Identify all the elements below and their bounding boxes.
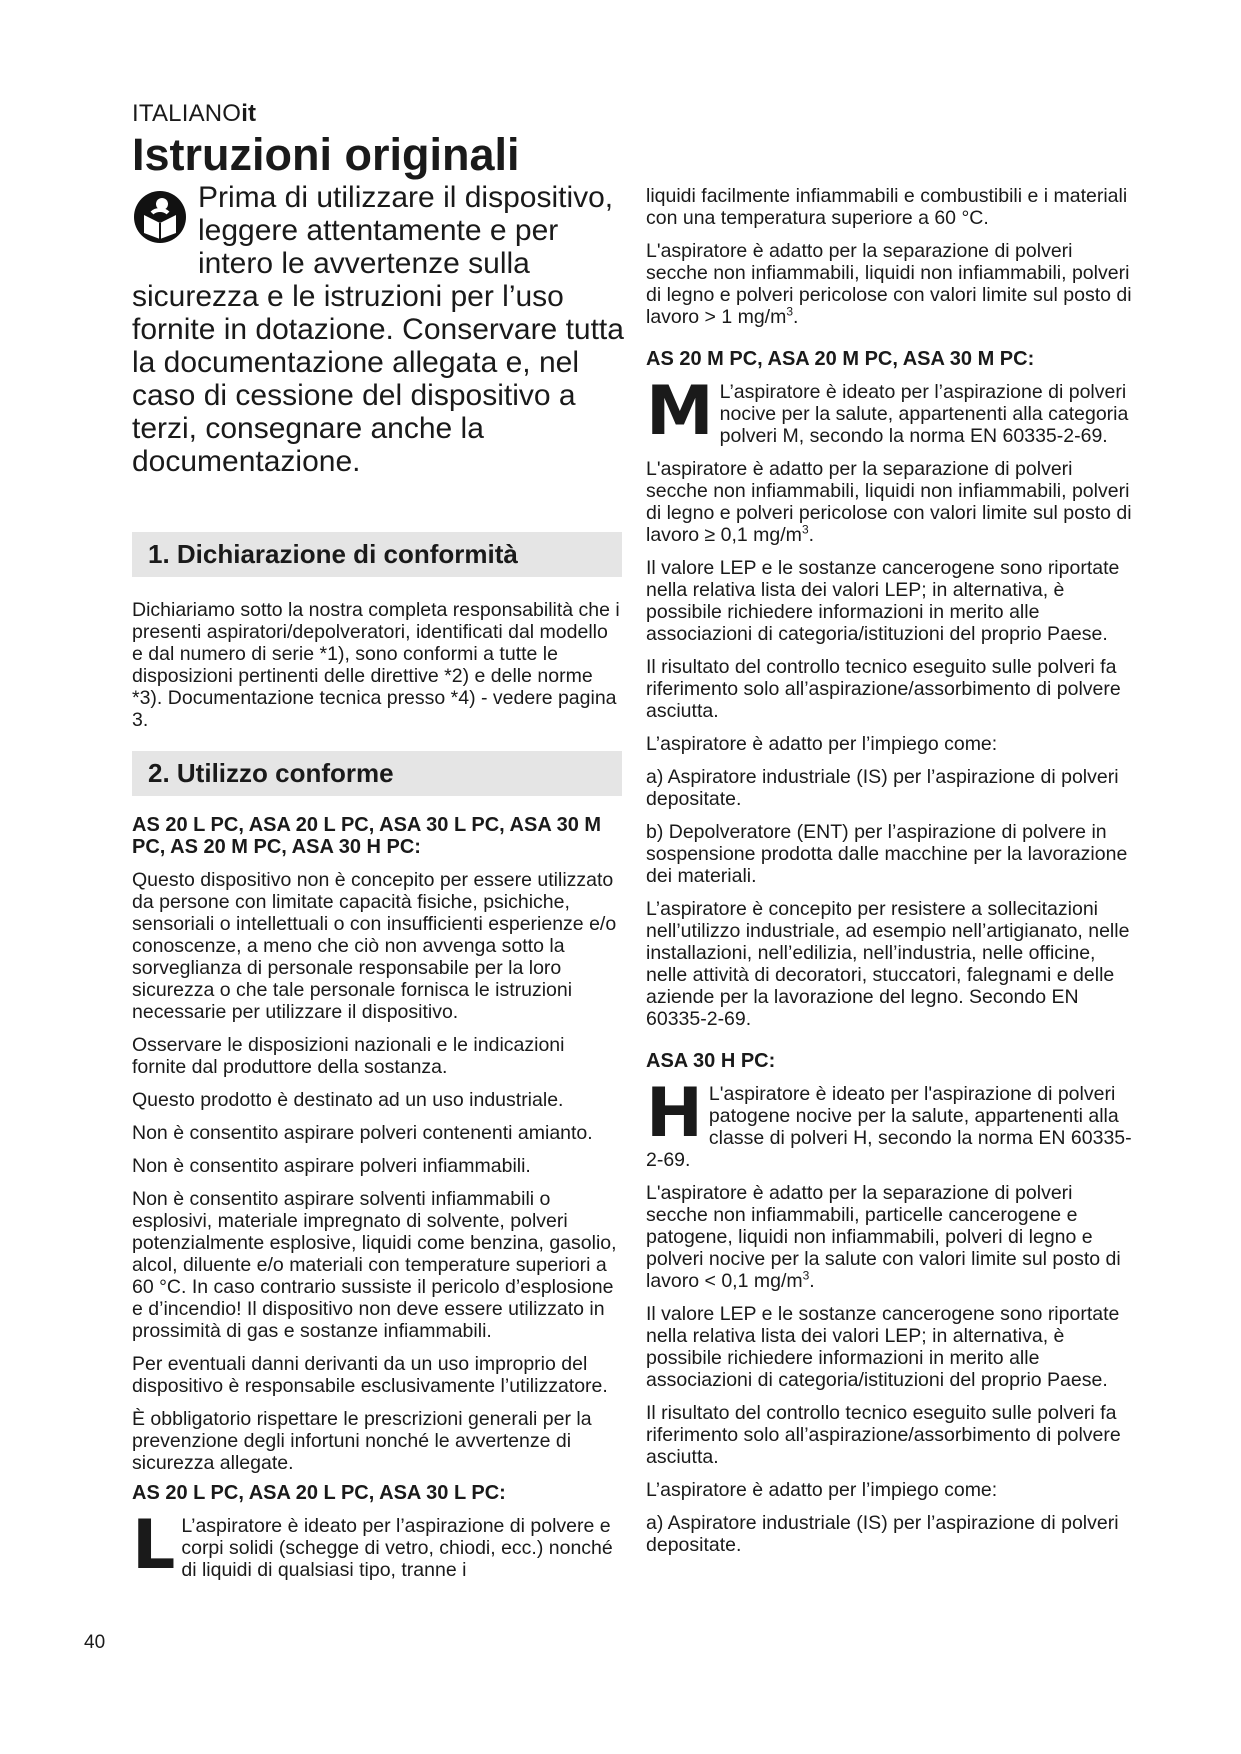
- h-class-lep: Il valore LEP e le sostanze cancerogene sono riportate nella relativa lista dei valori LEP; in alternativa, è possibile richiedere informazioni in merito alle associazioni di categoria/istituzioni del proprio Paese.: [646, 1303, 1120, 1391]
- paragraph: Non è consentito aspirare solventi infiammabili o esplosivi, materiale impregnato di solvente, polveri potenzialmente esplosive, liquidi come benzina, gasolio, alcol, diluente e/o materiali con temperature superiori a 60 °C. In caso contrario sussiste il pericolo d’esplosione e d’incendio! Il dispositivo non deve essere utilizzato in prossimità di gas e sostanze infiammabili.: [132, 1188, 617, 1342]
- h-class-text: L'aspiratore è ideato per l'aspirazione di polveri patogene nocive per la salute, appartenenti alla classe di polveri H, secondo la norma EN 60335-2-69.: [646, 1083, 1132, 1171]
- intro-text: Prima di utilizzare il dispositivo, leggere attentamente e per intero le avvertenze sulla sicurezza e le istruzioni per l’uso fornite in dotazione. Conservare tutta la documentazione allegata e, nel caso di cessione del dispositivo a terzi, consegnare anche la documentazione.: [132, 181, 624, 478]
- language-code: it: [241, 100, 257, 127]
- m-class-separation: L'aspiratore è adatto per la separazione di polveri secche non infiammabili, liquidi non infiammabili, polveri di legno e polveri pericolose con valori limite sul posto di lavoro ≥ 0,1 $mg/m^3$.: [646, 458, 1132, 546]
- m-class-lep: Il valore LEP e le sostanze cancerogene sono riportate nella relativa lista dei valori LEP; in alternativa, è possibile richiedere informazioni in merito alle associazioni di categoria/istituzioni del proprio Paese.: [646, 557, 1120, 645]
- section-heading-conformity: 1. Dichiarazione di conformità: [132, 532, 622, 577]
- l-class-separation: L'aspiratore è adatto per la separazione di polveri secche non infiammabili, liquidi non infiammabili, polveri di legno e polveri pericolose con valori limite sul posto di lavoro > 1 $mg/m^3$.: [646, 240, 1132, 328]
- models-heading-l-class: AS 20 L PC, ASA 20 L PC, ASA 30 L PC:: [132, 1482, 506, 1504]
- h-class-separation: L'aspiratore è adatto per la separazione di polveri secche non infiammabili, particelle cancerogene e patogene, liquidi non infiammabili, polveri di legno e polveri nocive per la salute con valori limite sul posto di lavoro < 0,1 $mg/m^3$.: [646, 1182, 1121, 1292]
- dust-class-h-symbol: H: [646, 1074, 703, 1153]
- paragraph: Non è consentito aspirare polveri contenenti amianto.: [132, 1122, 593, 1144]
- dust-class-m-symbol: M: [646, 372, 714, 451]
- paragraph: Osservare le disposizioni nazionali e le indicazioni fornite dal produttore della sostanza.: [132, 1034, 565, 1078]
- read-manual-icon: [132, 189, 188, 245]
- dust-class-l-symbol: L: [132, 1515, 176, 1581]
- m-class-usage-a: a) Aspiratore industriale (IS) per l’aspirazione di polveri depositate.: [646, 766, 1119, 810]
- l-class-block: [132, 1515, 622, 1581]
- models-heading-m-class: AS 20 M PC, ASA 20 M PC, ASA 30 M PC:: [646, 348, 1035, 370]
- models-heading-all: AS 20 L PC, ASA 20 L PC, ASA 30 L PC, ASA 30 M PC, AS 20 M PC, ASA 30 H PC:: [132, 814, 602, 858]
- left-column: [132, 532, 622, 1592]
- language-label: ITALIANO: [132, 100, 242, 127]
- right-column: [646, 185, 1136, 1567]
- h-class-block: [646, 1074, 1136, 1171]
- section-heading-intended-use: 2. Utilizzo conforme: [132, 751, 622, 796]
- intro-block: [132, 181, 632, 478]
- page-number: 40: [84, 1632, 106, 1653]
- l-class-text-start: L’aspiratore è ideato per l’aspirazione di polvere e corpi solidi (schegge di vetro, chiodi, ecc.) nonché di liquidi di qualsiasi tipo, tranne i: [181, 1515, 613, 1581]
- paragraph: Non è consentito aspirare polveri infiammabili.: [132, 1155, 531, 1177]
- m-class-industrial: L’aspiratore è concepito per resistere a sollecitazioni nell’utilizzo industriale, ad esempio nell’artigianato, nelle installazioni, nell’edilizia, nell’industria, nelle officine, nelle attività di decoratori, stuccatori, falegnami e delle aziende per la lavorazione del legno. Secondo EN 60335-2-69.: [646, 898, 1130, 1030]
- l-class-text-continued: liquidi facilmente infiammabili e combustibili e i materiali con una temperatura superiore a 60 °C.: [646, 185, 1128, 229]
- paragraph: Questo prodotto è destinato ad un uso industriale.: [132, 1089, 564, 1111]
- paragraph: Questo dispositivo non è concepito per essere utilizzato da persone con limitate capacità fisiche, psichiche, sensoriali o intellettuali o con insufficienti esperienze e/o conoscenze, a meno che ciò non avvenga sotto la sorveglianza di personale responsabile per la loro sicurezza o che tale personale fornisca le istruzioni necessarie per utilizzare il dispositivo.: [132, 869, 617, 1023]
- h-class-test: Il risultato del controllo tecnico eseguito sulle polveri fa riferimento solo all’aspirazione/assorbimento di polvere asciutta.: [646, 1402, 1121, 1468]
- m-class-usage-b: b) Depolveratore (ENT) per l’aspirazione di polvere in sospensione prodotta dalle macchine per la lavorazione dei materiali.: [646, 821, 1128, 887]
- models-heading-h-class: ASA 30 H PC:: [646, 1050, 776, 1072]
- paragraph: È obbligatorio rispettare le prescrizioni generali per la prevenzione degli infortuni nonché le avvertenze di sicurezza allegate.: [132, 1408, 592, 1474]
- paragraph: Per eventuali danni derivanti da un uso improprio del dispositivo è responsabile esclusivamente l’utilizzatore.: [132, 1353, 608, 1397]
- h-class-usage-intro: L’aspiratore è adatto per l’impiego come:: [646, 1479, 998, 1501]
- m-class-text: L’aspiratore è ideato per l’aspirazione di polveri nocive per la salute, appartenenti alla categoria polveri M, secondo la norma EN 60335-2-69.: [719, 381, 1129, 447]
- language-header: [132, 100, 256, 128]
- m-class-usage-intro: L’aspiratore è adatto per l’impiego come:: [646, 733, 998, 755]
- page-title: Istruzioni originali: [132, 129, 520, 180]
- m-class-test: Il risultato del controllo tecnico eseguito sulle polveri fa riferimento solo all’aspirazione/assorbimento di polvere asciutta.: [646, 656, 1121, 722]
- conformity-text: Dichiariamo sotto la nostra completa responsabilità che i presenti aspiratori/depolveratori, identificati dal modello e dal numero di serie *1), sono conformi a tutte le disposizioni pertinenti delle direttive *2) e delle norme *3). Documentazione tecnica presso *4) - vedere pagina 3.: [132, 599, 620, 731]
- h-class-usage-a: a) Aspiratore industriale (IS) per l’aspirazione di polveri depositate.: [646, 1512, 1119, 1556]
- m-class-block: [646, 372, 1136, 451]
